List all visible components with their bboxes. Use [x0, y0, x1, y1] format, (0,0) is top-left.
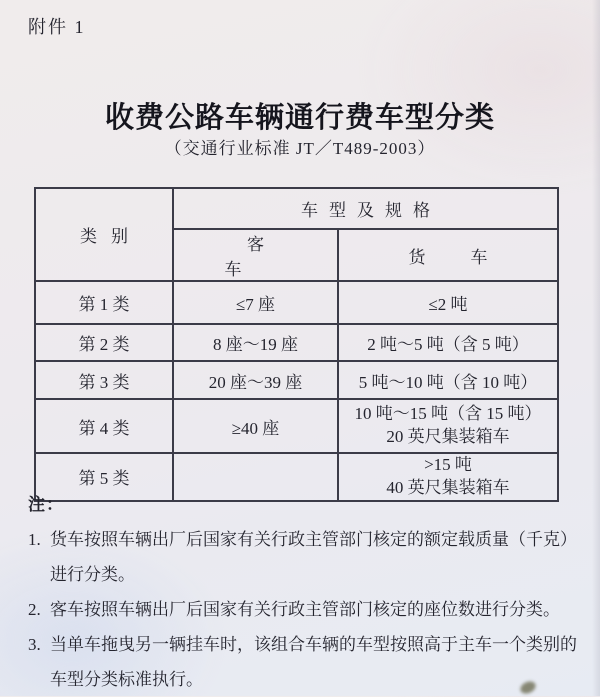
table-row [35, 399, 558, 453]
note-text: 客车按照车辆出厂后国家有关行政主管部门核定的座位数进行分类。 [50, 600, 560, 619]
truck-line-2: 40 英尺集装箱车 [386, 477, 510, 497]
cell-category: 第 2 类 [35, 324, 173, 361]
notes-label: 注： [28, 495, 64, 514]
cell-category: 第 3 类 [35, 361, 173, 399]
scan-edge-shading [592, 0, 600, 696]
note-item [28, 592, 584, 627]
cell-passenger: 20 座～39 座 [173, 361, 338, 399]
page-subtitle: （交通行业标准 JT／T489-2003） [164, 139, 436, 158]
note-text: 当单车拖曳另一辆挂车时，该组合车辆的车型按照高于主车一个类别的车型分类标准执行。 [50, 635, 577, 689]
note-number: 1. [28, 530, 41, 549]
note-text: 货车按照车辆出厂后国家有关行政主管部门核定的额定载质量（千克）进行分类。 [50, 530, 577, 584]
header-truck: 货车 [338, 229, 558, 281]
truck-line-1: 10 吨～15 吨（含 15 吨） [354, 404, 542, 424]
note-number: 3. [28, 635, 41, 654]
cell-passenger: 8 座～19 座 [173, 324, 338, 361]
cell-truck: 5 吨～10 吨（含 10 吨） [338, 361, 558, 399]
page-title: 收费公路车辆通行费车型分类 [104, 102, 495, 135]
attachment-label: 附件 1 [28, 17, 86, 37]
notes-section [28, 491, 584, 697]
note-item [28, 522, 584, 592]
header-spec-group: 车型及规格 [173, 188, 558, 229]
cell-truck: 2 吨～5 吨（含 5 吨） [338, 324, 558, 361]
table-row [35, 324, 558, 361]
truck-line-1: >15 吨 [424, 455, 472, 474]
cell-passenger: ≥40 座 [173, 399, 338, 453]
cell-category: 第 1 类 [35, 281, 173, 324]
table-row [35, 361, 558, 399]
header-passenger: 客车 [173, 229, 338, 281]
table-row [35, 281, 558, 324]
cell-category: 第 4 类 [35, 399, 173, 453]
header-category: 类别 [35, 188, 173, 281]
note-item [28, 627, 584, 697]
cell-truck [338, 399, 558, 453]
note-number: 2. [28, 600, 41, 619]
truck-line-2: 20 英尺集装箱车 [386, 427, 510, 446]
cell-passenger: ≤7 座 [173, 281, 338, 324]
cell-category: 第 5 类 [35, 453, 173, 501]
vehicle-classification-table [34, 187, 559, 502]
cell-truck: ≤2 吨 [338, 281, 558, 324]
